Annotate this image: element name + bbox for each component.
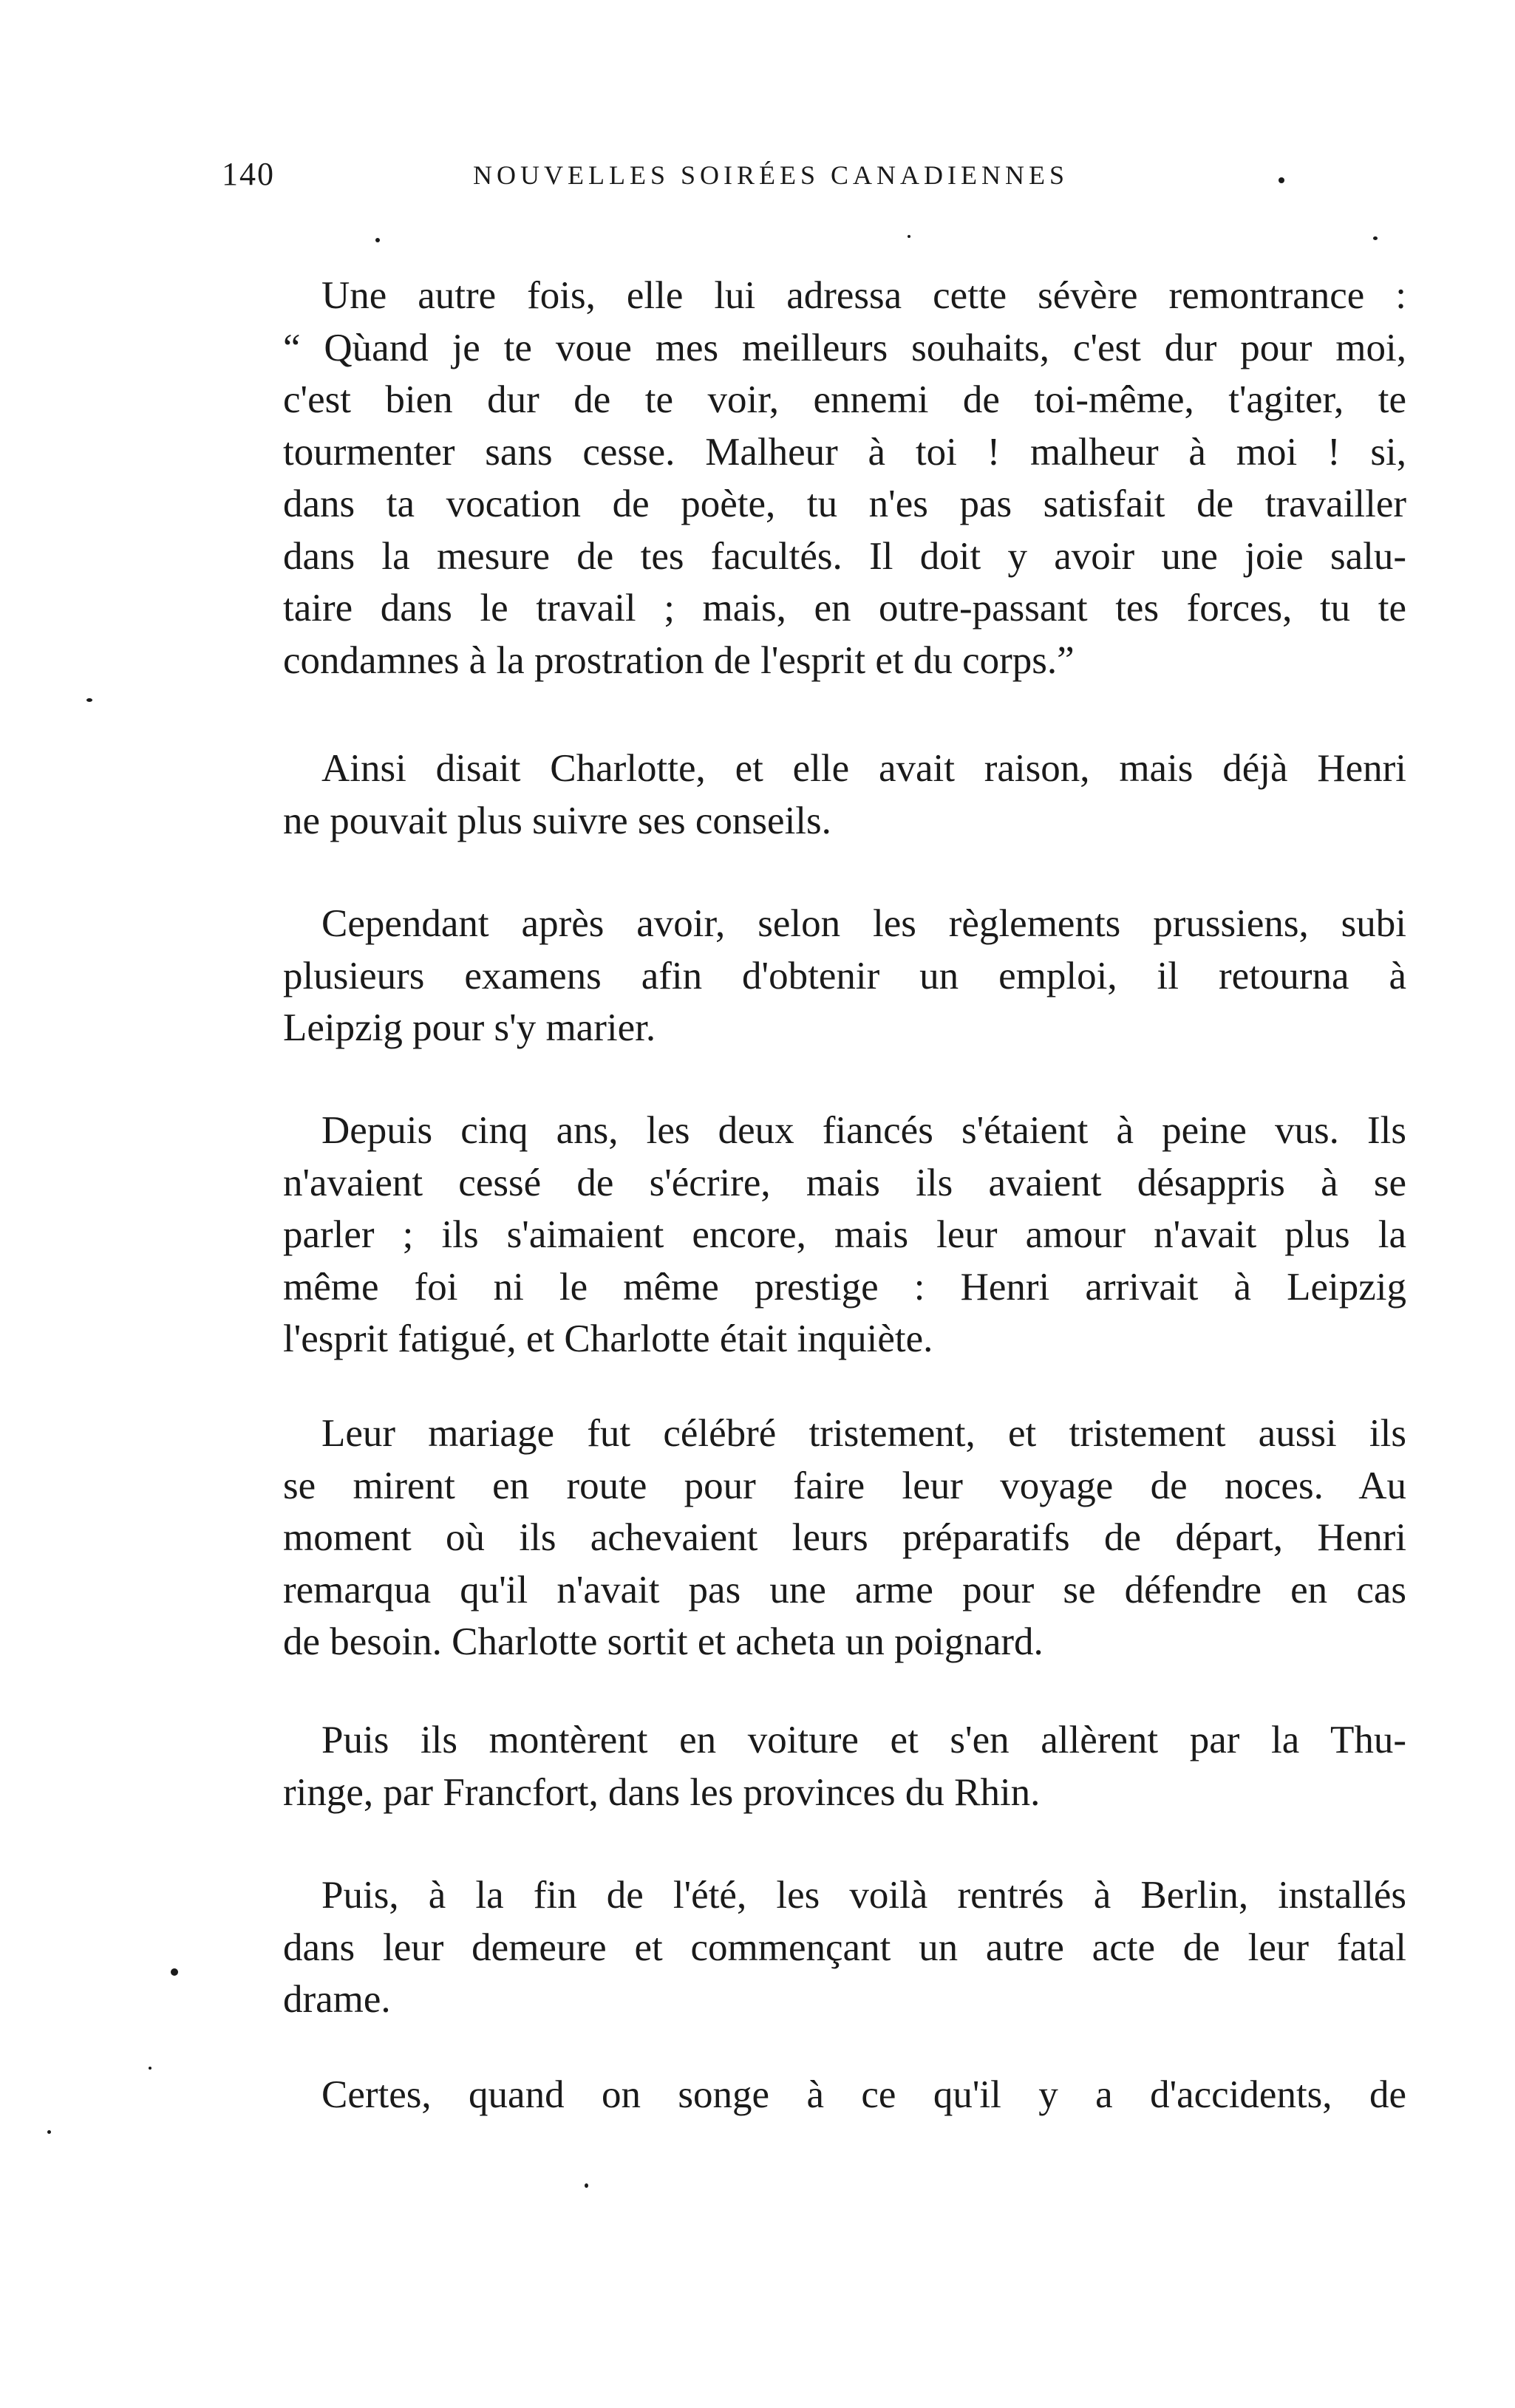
text-line: taire dans le travail ; mais, en outre-passant tes forces, tu te: [283, 587, 1406, 630]
paragraph-1: [283, 270, 1406, 686]
text-line: dans leur demeure et commençant un autre acte de leur fatal: [283, 1926, 1406, 1969]
text-line: tourmenter sans cesse. Malheur à toi ! malheur à moi ! si,: [283, 430, 1406, 474]
text-line: dans la mesure de tes facultés. Il doit y avoir une joie salu-: [283, 534, 1406, 578]
text-line: remarqua qu'il n'avait pas une arme pour se défendre en cas: [283, 1568, 1406, 1611]
running-title: NOUVELLES SOIRÉES CANADIENNES: [473, 160, 1069, 190]
paragraph-4: [283, 1105, 1406, 1365]
text-line: condamnes à la prostration de l'esprit et du corps.”: [283, 638, 1075, 682]
text-line: de besoin. Charlotte sortit et acheta un poignard.: [283, 1620, 1044, 1663]
paragraph-2: [283, 743, 1406, 847]
page-number: 140: [222, 156, 275, 192]
text-line: Ainsi disait Charlotte, et elle avait raison, mais déjà Henri: [321, 747, 1406, 790]
ink-speck: [1279, 177, 1284, 183]
text-line: n'avaient cessé de s'écrire, mais ils avaient désappris à se: [283, 1161, 1406, 1204]
ink-speck: [47, 2130, 51, 2134]
text-line: Depuis cinq ans, les deux fiancés s'étaient à peine vus. Ils: [321, 1109, 1406, 1152]
text-line: “ Qùand je te voue mes meilleurs souhaits, c'est dur pour moi,: [283, 326, 1406, 369]
running-head: [222, 155, 1323, 199]
text-line: c'est bien dur de te voir, ennemi de toi-même, t'agiter, te: [283, 378, 1406, 421]
text-line: Puis, à la fin de l'été, les voilà rentrés à Berlin, installés: [321, 1874, 1406, 1917]
text-line: moment où ils achevaient leurs préparatifs de départ, Henri: [283, 1516, 1406, 1559]
text-line: Leur mariage fut célébré tristement, et tristement aussi ils: [321, 1412, 1406, 1455]
text-line: parler ; ils s'aimaient encore, mais leur amour n'avait plus la: [283, 1213, 1406, 1256]
text-line: Cependant après avoir, selon les règlements prussiens, subi: [321, 902, 1406, 945]
paragraph-8: [283, 2069, 1406, 2121]
paragraph-3: [283, 898, 1406, 1054]
ink-speck: [1373, 236, 1378, 240]
text-line: Une autre fois, elle lui adressa cette sévère remontrance :: [321, 274, 1406, 317]
paragraph-7: [283, 1869, 1406, 2026]
text-line: ne pouvait plus suivre ses conseils.: [283, 799, 831, 842]
text-line: Certes, quand on songe à ce qu'il y a d'accidents, de: [321, 2073, 1406, 2116]
ink-speck: [585, 2183, 588, 2188]
text-line: drame.: [283, 1978, 391, 2021]
text-line: l'esprit fatigué, et Charlotte était inquiète.: [283, 1317, 933, 1360]
paragraph-6: [283, 1714, 1406, 1818]
text-line: se mirent en route pour faire leur voyage de noces. Au: [283, 1464, 1406, 1507]
text-line: ringe, par Francfort, dans les provinces du Rhin.: [283, 1770, 1041, 1814]
text-line: même foi ni le même prestige : Henri arrivait à Leipzig: [283, 1265, 1406, 1309]
ink-speck: [375, 238, 380, 242]
ink-speck: [908, 235, 910, 238]
paragraph-5: [283, 1408, 1406, 1668]
text-line: plusieurs examens afin d'obtenir un emploi, il retourna à: [283, 954, 1406, 997]
ink-speck: [149, 2067, 152, 2070]
ink-speck: [171, 1968, 178, 1976]
text-line: Puis ils montèrent en voiture et s'en allèrent par la Thu-: [321, 1719, 1406, 1761]
ink-speck: [86, 698, 92, 702]
text-line: Leipzig pour s'y marier.: [283, 1006, 656, 1049]
text-line: dans ta vocation de poète, tu n'es pas satisfait de travailler: [283, 482, 1406, 525]
